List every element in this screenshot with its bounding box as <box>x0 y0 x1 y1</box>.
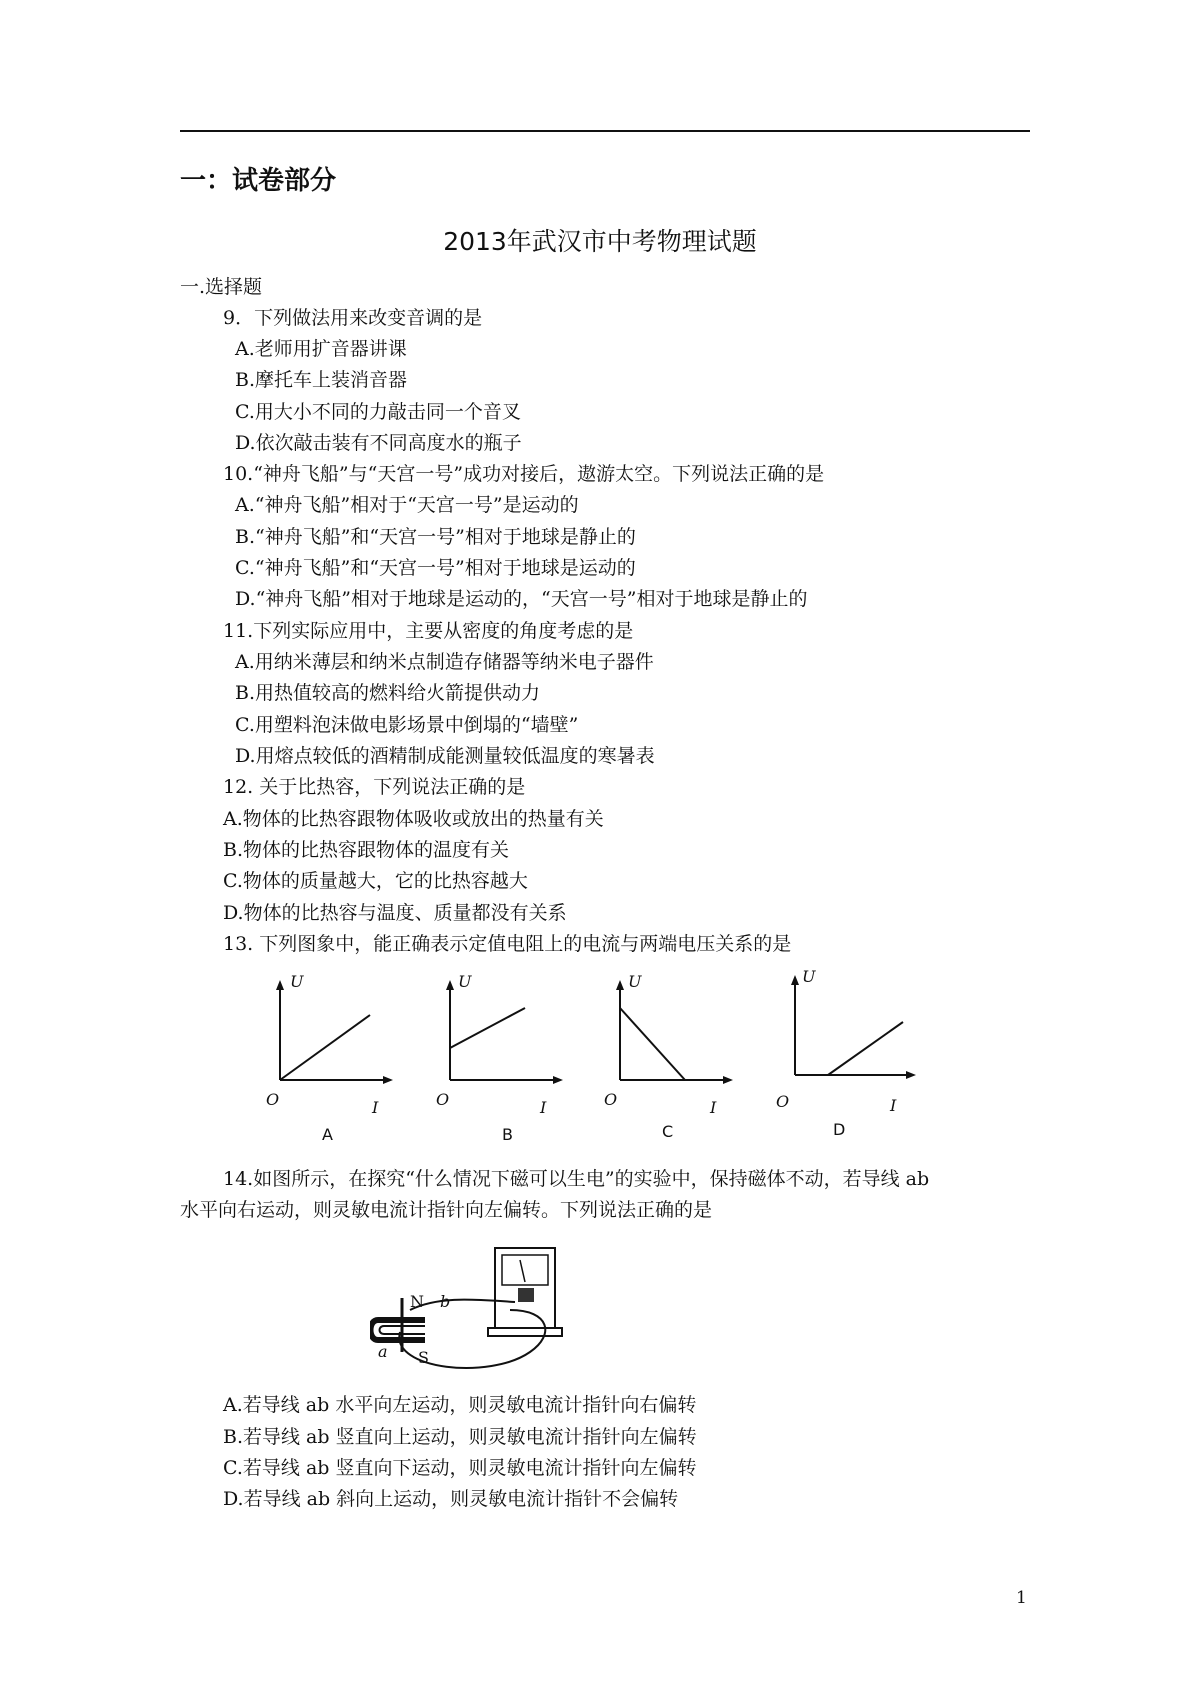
graph-b-x-arrow <box>553 1076 563 1084</box>
graph-d <box>765 965 925 1100</box>
graph-a-origin-label: O <box>266 1090 280 1109</box>
magnet-south-label: S <box>418 1348 429 1367</box>
graph-a-y-label: U <box>290 972 304 991</box>
question-14-option-c: C.若导线 ab 竖直向下运动，则灵敏电流计指针向左偏转 <box>223 1457 697 1479</box>
graph-b <box>420 970 570 1100</box>
galvanometer-base <box>488 1328 562 1336</box>
graph-d-x-arrow <box>906 1071 916 1079</box>
figure-14-apparatus <box>370 1240 590 1380</box>
graph-c-y-label: U <box>628 972 642 991</box>
graph-b-y-label: U <box>458 972 472 991</box>
magnet-north-label: N <box>410 1292 424 1311</box>
graph-a-y-arrow <box>276 980 284 990</box>
conductor-a-label: a <box>378 1342 388 1361</box>
graph-c-x-arrow <box>723 1076 733 1084</box>
galvanometer-terminal <box>518 1288 534 1302</box>
graph-d-line <box>828 1022 903 1075</box>
question-9-stem: 9．下列做法用来改变音调的是 <box>223 307 483 329</box>
page-number: 1 <box>1016 1588 1027 1608</box>
question-14-option-b: B.若导线 ab 竖直向上运动，则灵敏电流计指针向左偏转 <box>223 1426 697 1448</box>
section-heading: 一：试卷部分 <box>180 166 337 196</box>
question-11-option-a: A.用纳米薄层和纳米点制造存储器等纳米电子器件 <box>235 651 654 673</box>
question-13-stem: 13. 下列图象中，能正确表示定值电阻上的电流与两端电压关系的是 <box>223 933 792 955</box>
question-14-option-a: A.若导线 ab 水平向左运动，则灵敏电流计指针向右偏转 <box>223 1394 697 1416</box>
question-14-stem-line2: 水平向右运动，则灵敏电流计指针向左偏转。下列说法正确的是 <box>180 1199 713 1221</box>
graph-d-caption: D <box>833 1120 846 1139</box>
question-12-option-b: B.物体的比热容跟物体的温度有关 <box>223 839 510 861</box>
question-11-option-c: C.用塑料泡沫做电影场景中倒塌的“墙壁” <box>235 714 579 736</box>
question-12-stem: 12. 关于比热容，下列说法正确的是 <box>223 776 526 798</box>
graph-b-x-label: I <box>540 1098 547 1117</box>
question-9-option-a: A.老师用扩音器讲课 <box>235 338 407 360</box>
top-rule <box>180 130 1030 132</box>
graph-d-y-arrow <box>791 975 799 985</box>
section-label: 一.选择题 <box>180 276 263 298</box>
graph-a-caption: A <box>322 1125 333 1144</box>
graph-a-x-arrow <box>383 1076 393 1084</box>
question-10-option-a: A.“神舟飞船”相对于“天宫一号”是运动的 <box>235 494 579 516</box>
graph-a <box>250 970 400 1100</box>
document-title: 2013年武汉市中考物理试题 <box>443 227 757 256</box>
question-9-option-b: B.摩托车上装消音器 <box>235 369 408 391</box>
graph-c-x-label: I <box>710 1098 717 1117</box>
graph-c-caption: C <box>662 1122 674 1141</box>
graph-b-y-arrow <box>446 980 454 990</box>
graph-a-x-label: I <box>372 1098 379 1117</box>
graph-b-caption: B <box>502 1125 513 1144</box>
conductor-b-label: b <box>440 1292 451 1311</box>
question-10-stem: 10.“神舟飞船”与“天宫一号”成功对接后，遨游太空。下列说法正确的是 <box>223 463 825 485</box>
graph-c <box>590 970 740 1100</box>
graph-d-origin-label: O <box>776 1092 790 1111</box>
question-12-option-d: D.物体的比热容与温度、质量都没有关系 <box>223 902 567 924</box>
question-11-option-d: D.用熔点较低的酒精制成能测量较低温度的寒暑表 <box>235 745 655 767</box>
question-11-option-b: B.用热值较高的燃料给火箭提供动力 <box>235 682 541 704</box>
graph-d-y-label: U <box>802 967 816 986</box>
graph-b-origin-label: O <box>436 1090 450 1109</box>
graph-d-x-label: I <box>890 1096 897 1115</box>
question-10-option-b: B.“神舟飞船”和“天宫一号”相对于地球是静止的 <box>235 526 636 548</box>
graph-c-y-arrow <box>616 980 624 990</box>
question-12-option-c: C.物体的质量越大，它的比热容越大 <box>223 870 528 892</box>
question-12-option-a: A.物体的比热容跟物体吸收或放出的热量有关 <box>223 808 604 830</box>
question-14-stem-line1: 14.如图所示，在探究“什么情况下磁可以生电”的实验中，保持磁体不动，若导线 ab <box>223 1168 930 1190</box>
graph-c-line <box>620 1008 685 1080</box>
question-14-option-d: D.若导线 ab 斜向上运动，则灵敏电流计指针不会偏转 <box>223 1488 679 1510</box>
question-9-option-d: D.依次敲击装有不同高度水的瓶子 <box>235 432 522 454</box>
graph-c-origin-label: O <box>604 1090 618 1109</box>
graph-a-line <box>280 1015 370 1080</box>
question-9-option-c: C.用大小不同的力敲击同一个音叉 <box>235 401 521 423</box>
question-10-option-d: D.“神舟飞船”相对于地球是运动的，“天宫一号”相对于地球是静止的 <box>235 588 808 610</box>
question-10-option-c: C.“神舟飞船”和“天宫一号”相对于地球是运动的 <box>235 557 636 579</box>
graph-b-line <box>450 1008 525 1048</box>
question-11-stem: 11.下列实际应用中，主要从密度的角度考虑的是 <box>223 620 634 642</box>
